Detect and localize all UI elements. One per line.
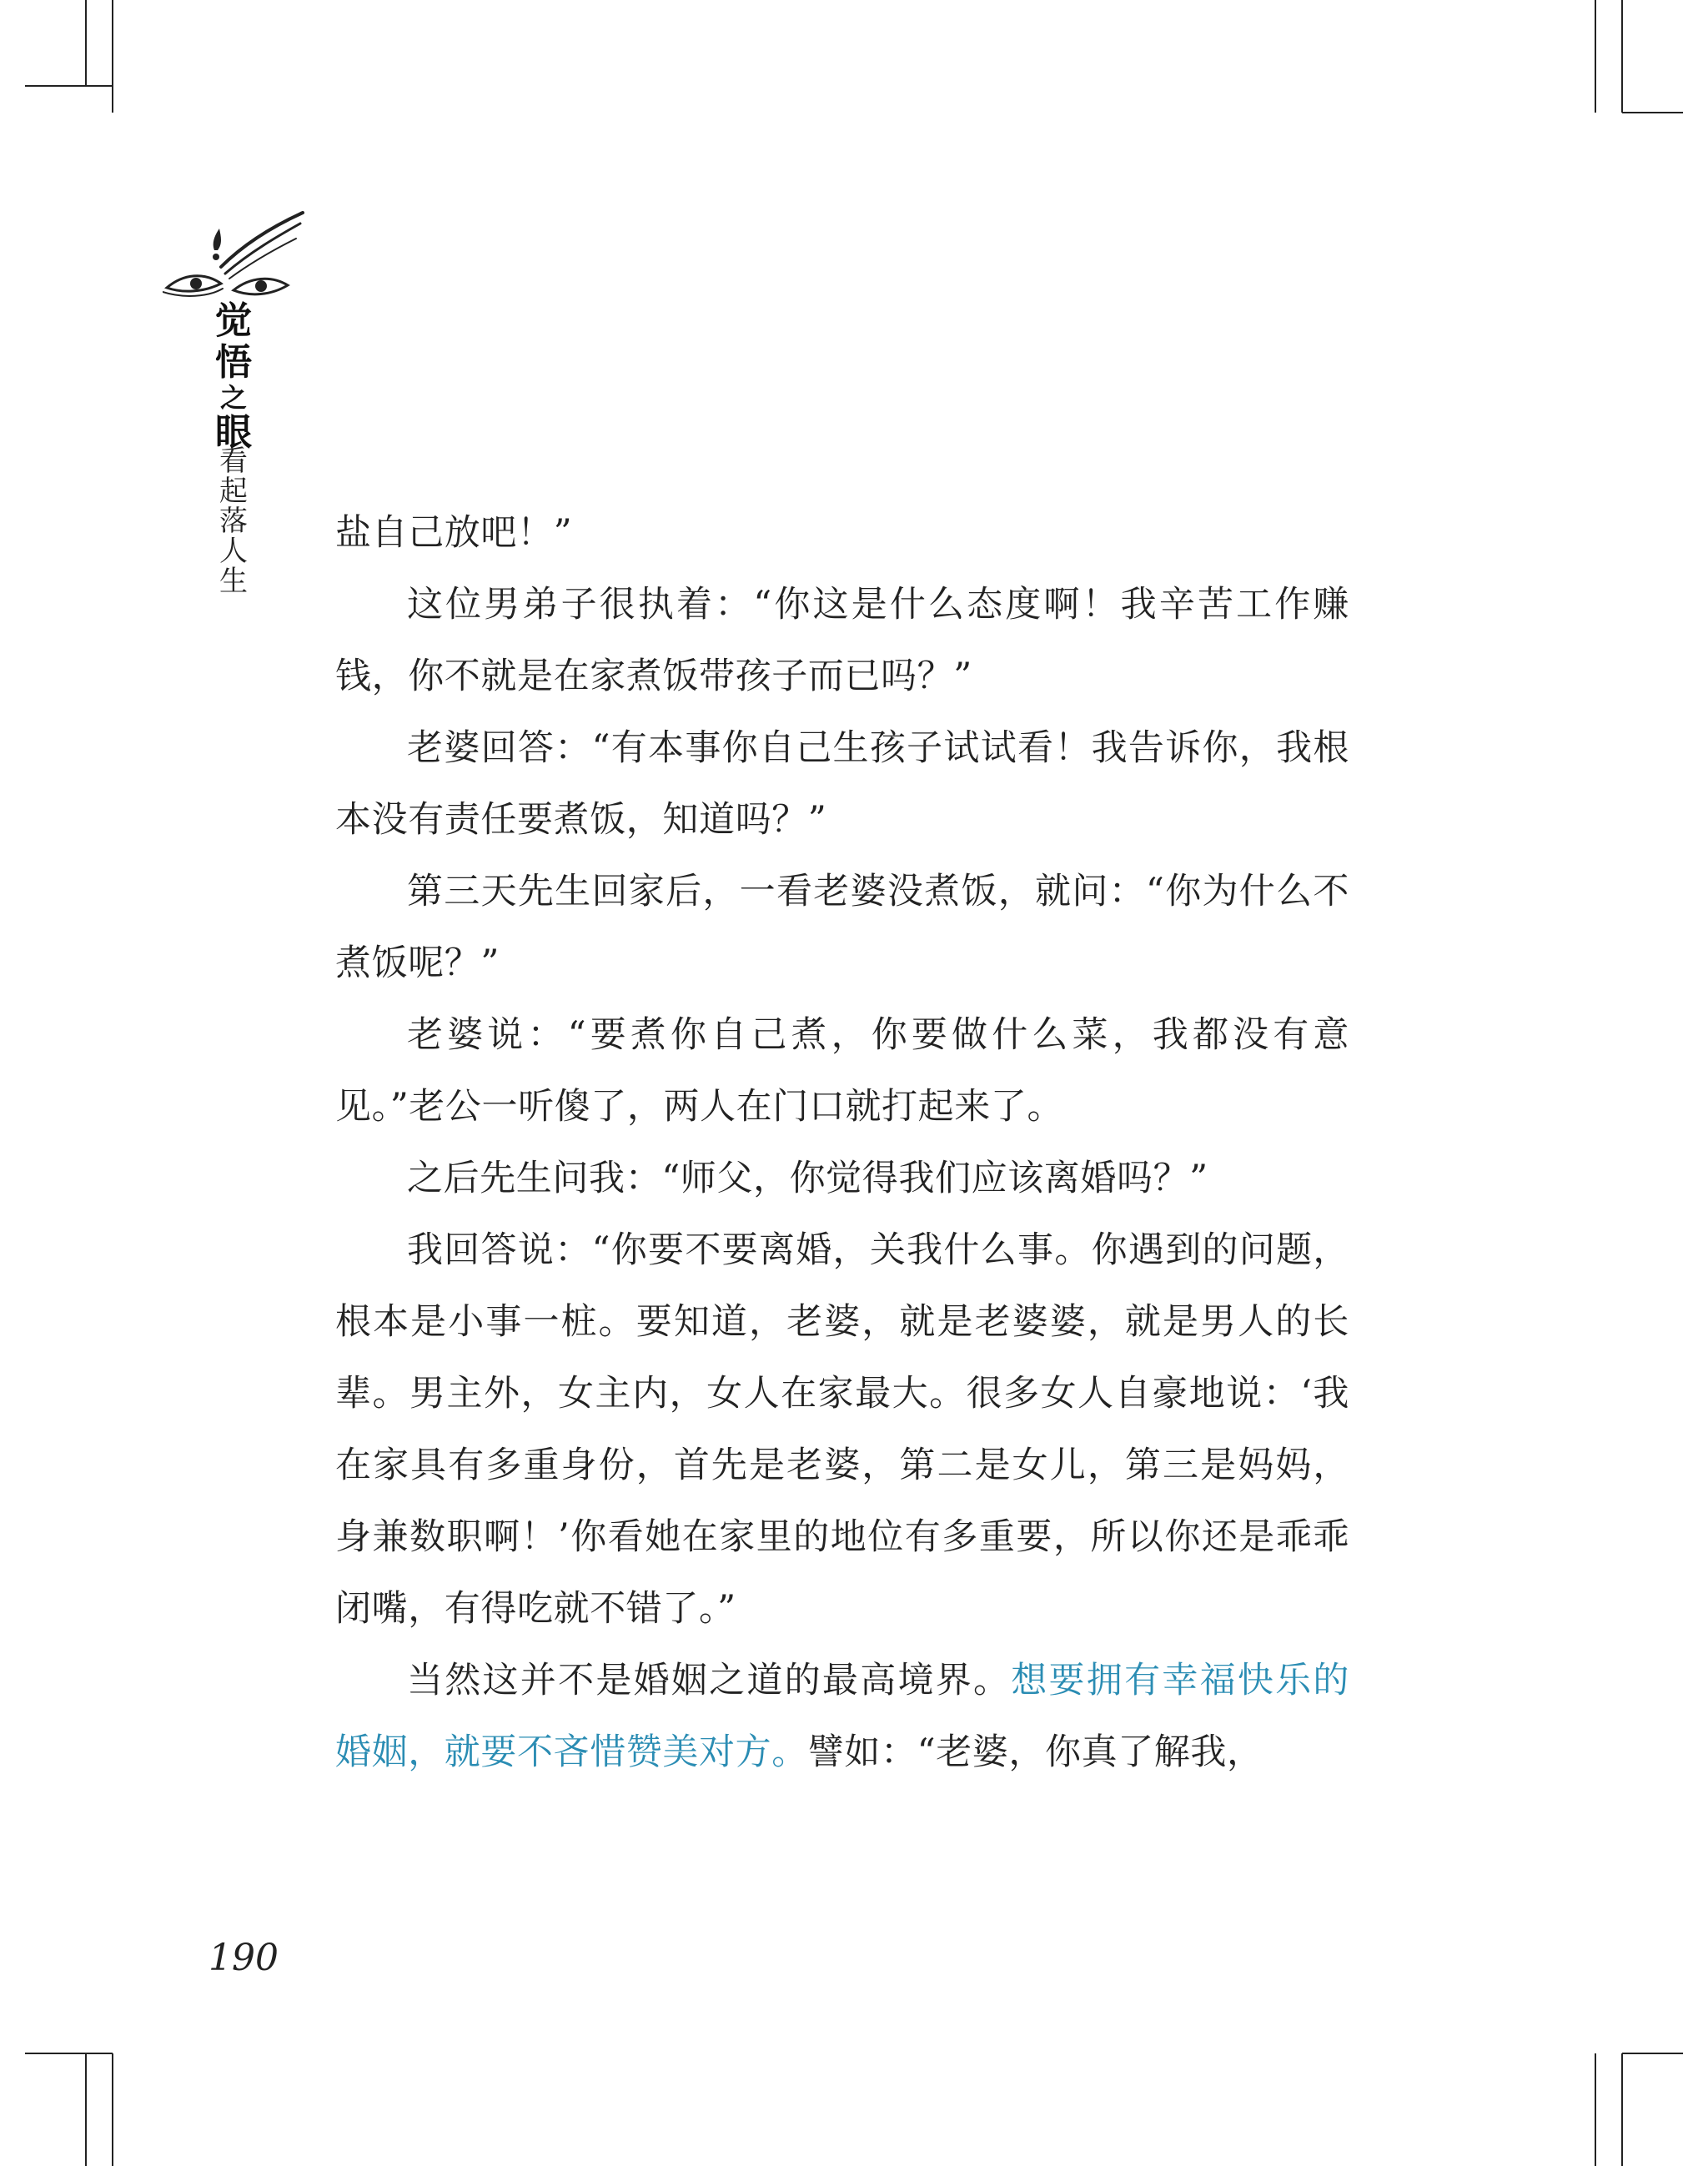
buddha-eyes-icon [163,209,304,300]
page-number: 190 [208,1937,279,1979]
paragraph-text: 当然这并不是婚姻之道的最高境界。 [407,1660,1012,1701]
book-subtitle [215,446,252,596]
book-subtitle-char: 起 [219,475,248,508]
book-title-char: 觉 [215,299,252,342]
paragraph-text: 譬如：“老婆，你真了解我， [807,1731,1263,1773]
paragraph: 盐自己放吧！” [335,512,573,554]
book-subtitle-char: 人 [219,535,248,568]
book-title-char: 之 [219,382,247,414]
paragraph: 之后先生问我：“师父，你觉得我们应该离婚吗？” [407,1158,1208,1199]
book-subtitle-char: 生 [219,565,248,598]
book-title [208,300,259,454]
book-title-char: 悟 [215,341,252,384]
paragraph: 这位男弟子很执着：“你这是什么态度啊！我辛苦工作赚钱，你不就是在家煮饭带孩子而已吗？” [335,584,1349,697]
paragraph: 我回答说：“你要不要离婚，关我什么事。你遇到的问题，根本是小事一桩。要知道，老婆，就是老婆婆，就是男人的长辈。男主外，女主内，女人在家最大。很多女人自豪地说：‘我在家具有多重身份，首先是老婆，第二是女儿，第三是妈妈，身兼数职啊！’你看她在家里的地位有多重要，所以你还是乖乖闭嘴，有得吃就不错了。” [335,1229,1349,1630]
paragraph: 第三天先生回家后，一看老婆没煮饭，就问：“你为什么不煮饭呢？” [335,871,1349,984]
highlighted-quote: 想要拥有幸福快乐的婚姻，就要不吝惜赞美对方。 [335,1660,1349,1773]
paragraph [335,1645,1349,1788]
body-text [335,497,1349,1788]
paragraph: 老婆说：“要煮你自己煮，你要做什么菜，我都没有意见。”老公一听傻了，两人在门口就打起来了。 [335,1014,1349,1128]
book-subtitle-char: 落 [219,505,248,538]
book-subtitle-char: 看 [219,445,248,478]
paragraph: 老婆回答：“有本事你自己生孩子试试看！我告诉你，我根本没有责任要煮饭，知道吗？” [335,727,1349,841]
book-title-char: 眼 [215,411,252,454]
